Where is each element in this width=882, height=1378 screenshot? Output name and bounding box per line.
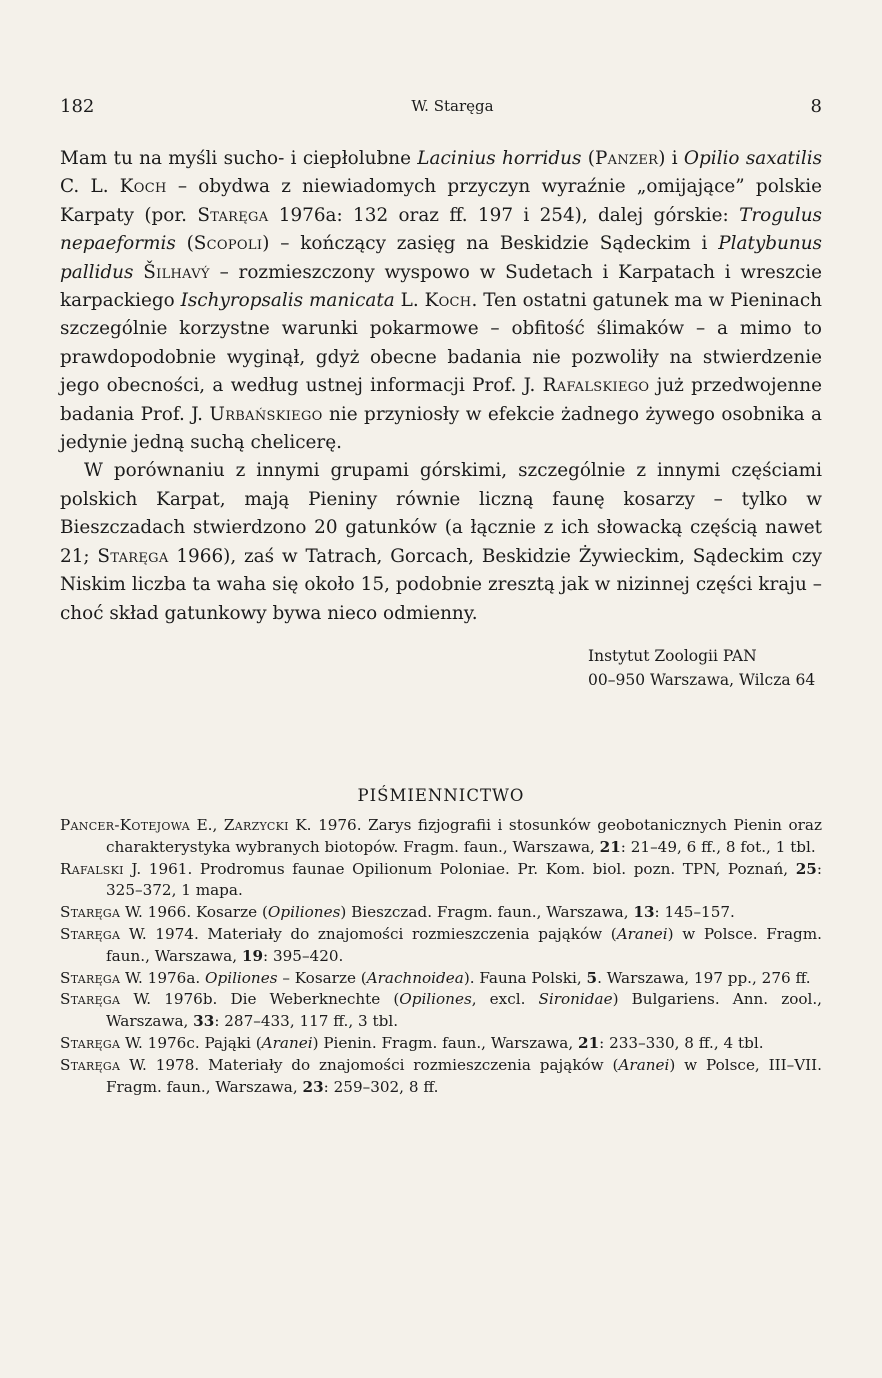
bold-text: 33: [193, 1012, 215, 1031]
reference-item: [60, 989, 822, 1033]
text-run: : 145–157.: [654, 903, 735, 922]
italic-text: Ischyropsalis manicata: [180, 290, 395, 312]
italic-text: Aranei: [261, 1033, 313, 1052]
text-run: ). Fauna Polski,: [463, 968, 587, 987]
italic-text: Opiliones: [205, 968, 278, 987]
text-run: [133, 262, 143, 283]
text-run: : 259–302, 8 ff.: [323, 1077, 439, 1096]
reference-item: [60, 1055, 822, 1099]
reference-item: [60, 859, 822, 903]
text-run: W. 1966. Kosarze (: [120, 903, 268, 922]
author-name: Šilhavý: [143, 261, 210, 283]
italic-text: Aranei: [618, 1055, 670, 1074]
text-run: : 325–372, 1 mapa.: [106, 859, 822, 900]
page-number: 182: [60, 95, 95, 117]
text-run: W. 1978. Materiały do znajomości rozmieszczenia pająków (: [120, 1055, 619, 1074]
text-run: : 395–420.: [263, 946, 344, 965]
text-run: . Ten ostatni gatunek ma w Pieninach szczególnie korzystne warunki pokarmowe – obfitość ślimaków – a mimo to prawdopodobnie wyginął, gdyż obecne badania nie pozwoliły na stwierdzenie jego obecności, a według ustnej informacji Prof. J.: [60, 290, 822, 397]
text-run: : 287–433, 117 ff., 3 tbl.: [214, 1012, 399, 1031]
reference-item: [60, 968, 822, 990]
text-run: W. 1976b. Die Weberknechte (: [120, 990, 400, 1009]
text-run: ) i: [658, 148, 684, 169]
author-name: Staręga: [60, 990, 121, 1009]
author-name: Staręga: [60, 924, 121, 943]
text-run: W. 1976a.: [120, 968, 206, 987]
author-address: [588, 644, 815, 692]
text-run: Mam tu na myśli sucho- i ciepłolubne: [60, 148, 418, 169]
reference-item: [60, 815, 822, 859]
bold-text: 21: [599, 837, 621, 856]
text-run: . Warszawa, 197 pp., 276 ff.: [597, 968, 811, 987]
text-run: W porównaniu z innymi grupami górskimi, szczególnie z innymi częściami polskich Karpat, mają Pieniny równie liczną faunę kosarzy – tylko w Bieszczadach stwierdzono 20 gatunków (a łącznie z ich słowacką częścią nawet 21;: [60, 460, 822, 567]
italic-text: Aranei: [616, 924, 668, 943]
author-name: Staręga: [60, 1055, 121, 1074]
text-run: , excl.: [471, 990, 539, 1009]
text-run: nie przyniosły w efekcie żadnego żywego osobnika a jedynie jedną suchą chelicerę.: [60, 403, 822, 454]
bold-text: 19: [241, 946, 264, 965]
italic-text: Platybunus pallidus: [60, 233, 822, 283]
text-run: – Kosarze (: [277, 968, 367, 987]
author-name: Zarzycki: [223, 816, 289, 834]
text-run: już przedwojenne badania Prof. J.: [60, 375, 823, 425]
author-name: Pancer-Kotejowa: [60, 816, 191, 834]
text-run: C. L.: [60, 176, 120, 198]
bold-text: 25: [795, 859, 817, 878]
paragraph-1: [60, 145, 822, 457]
text-run: – obydwa z niewiadomych przyczyn wyraźnie „omijające” polskie Karpaty (por.: [60, 176, 822, 226]
italic-text: Trogulus nepaeformis: [60, 204, 822, 255]
text-run: ) w Polsce. Fragm. faun., Warszawa,: [106, 924, 822, 965]
italic-text: Opilio saxatilis: [683, 148, 823, 169]
author-name: Staręga: [60, 903, 121, 922]
text-run: J. 1961. Prodromus faunae Opilionum Poloniae. Pr. Kom. biol. pozn. TPN, Poznań,: [123, 859, 796, 878]
bold-text: 5: [586, 968, 598, 987]
author-name: Staręga: [197, 204, 269, 226]
italic-text: Lacinius horridus: [417, 148, 582, 169]
text-run: – rozmieszczony wyspowo w Sudetach i Karpatach i wreszcie karpackiego: [60, 261, 822, 312]
bold-text: 13: [633, 903, 655, 922]
author-name: Scopoli: [193, 233, 263, 255]
text-run: W. 1974. Materiały do znajomości rozmieszczenia pająków (: [120, 924, 617, 943]
text-run: E.,: [190, 816, 224, 834]
text-run: 1976a: 132 oraz ff. 197 i 254), dalej górskie:: [268, 204, 740, 226]
address-street: 00–950 Warszawa, Wilcza 64: [588, 671, 816, 689]
running-header: [60, 92, 822, 120]
text-run: : 21–49, 6 ff., 8 fot., 1 tbl.: [620, 837, 816, 856]
author-name: Staręga: [97, 545, 169, 567]
author-name: Rafalski: [60, 859, 124, 878]
issue-number: 8: [810, 95, 822, 117]
text-run: : 233–330, 8 ff., 4 tbl.: [599, 1033, 764, 1052]
author-name: Urbańskiego: [209, 403, 323, 425]
text-run: ) Bulgariens. Ann. zool., Warszawa,: [106, 990, 822, 1031]
text-run: W. 1976c. Pająki (: [120, 1033, 262, 1052]
running-head-author: W. Staręga: [411, 97, 494, 115]
bold-text: 23: [302, 1077, 324, 1096]
italic-text: Opiliones: [399, 990, 472, 1009]
author-name: Staręga: [60, 968, 121, 987]
text-run: 1966), zaś w Tatrach, Gorcach, Beskidzie Żywieckim, Sądeckim czy Niskim liczba ta waha się około 15, podobnie zresztą jak w nizinnej części kraju – choć skład gatunkowy bywa nieco odmienny.: [60, 545, 822, 624]
reference-item: [60, 924, 822, 968]
paragraph-2: [60, 457, 822, 627]
text-run: ) Pienin. Fragm. faun., Warszawa,: [312, 1033, 578, 1052]
reference-list: [60, 815, 822, 1098]
body-text: [60, 145, 822, 628]
italic-text: Sironidae: [538, 990, 613, 1009]
author-name: Koch: [119, 176, 167, 198]
italic-text: Opiliones: [267, 903, 341, 922]
text-run: L.: [394, 290, 425, 312]
author-name: Koch: [424, 290, 472, 312]
reference-item: [60, 1033, 822, 1055]
text-run: (: [581, 148, 595, 169]
text-run: ) Bieszczad. Fragm. faun., Warszawa,: [340, 903, 634, 922]
bold-text: 21: [578, 1033, 600, 1052]
text-run: K. 1976. Zarys fizjografii i stosunków geobotanicznych Pienin oraz charakterystyka wybranych biotopów. Fragm. faun., Warszawa,: [106, 816, 822, 856]
text-run: (: [175, 233, 194, 255]
author-name: Panzer: [594, 148, 659, 169]
author-name: Staręga: [60, 1033, 121, 1052]
author-name: Rafalskiego: [542, 375, 650, 397]
italic-text: Arachnoidea: [366, 968, 464, 987]
reference-item: [60, 902, 822, 924]
text-run: ) – kończący zasięg na Beskidzie Sądeckim i: [262, 233, 719, 255]
bibliography-heading: PIŚMIENNICTWO: [357, 786, 525, 805]
address-institution: Instytut Zoologii PAN: [588, 647, 757, 665]
text-run: ) w Polsce, III–VII. Fragm. faun., Warszawa,: [106, 1055, 823, 1096]
